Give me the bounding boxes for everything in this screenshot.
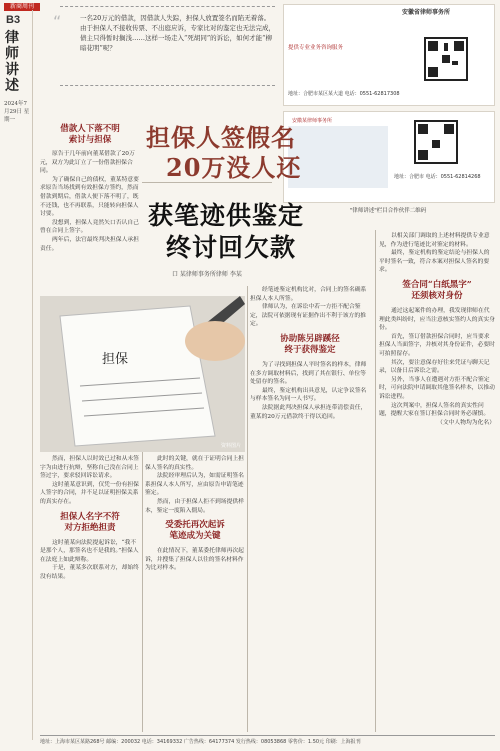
contract-signing-image	[40, 296, 245, 452]
ad2-title: 安徽某律师事务所	[292, 118, 333, 124]
paragraph: 然而，担保人以时效已过和从未签字为由进行抗辩，坚称自己没在合同上签过字，要求驳回诉讼请求。	[40, 456, 139, 480]
intro-text: 一名20万元的借款，因借款人失踪，担保人放置签名而陷无着落。由于担保人不接收传票、不出庭应诉，专家比对的鉴定也无法完成，债主只得暂时搁浅……这样一场走入“死胡同”的诉讼，如何才能“柳暗花明”呢？	[80, 14, 275, 52]
paragraph: 通过这起案件的办理，我发现律师在代理此类纠纷时，应当注意核实签约人的真实身份。	[379, 307, 495, 332]
paragraph: 然而，由于担保人拒不到场提供样本，鉴定一度陷入僵局。	[145, 498, 244, 514]
paragraph: 为了寻找到担保人平时签名的样本，律师在多方调取材料后，找到了其在银行、单位等处留存的签名。	[250, 361, 367, 386]
subheading: 担保人名字不符 对方拒绝担责	[60, 511, 120, 533]
article-column-1b	[40, 455, 140, 582]
paragraph: 两年后，法官最终判决担保人承担责任。	[40, 236, 139, 252]
paragraph: 首先，签订借款担保合同时，应当要求担保人当面签字，并核对其身份证件，必要时可拍照留存。	[379, 333, 495, 357]
footer: 地址：上海市某区某路268号 邮编：200032 电话：34169332 广告热线：64177374 发行热线：08053868 零售价：1.50元 印刷：上海报刊	[40, 735, 495, 745]
author-note: （文中人物均为化名）	[437, 419, 495, 426]
headline-line-3: 获笔迹供鉴定	[148, 201, 305, 230]
headline-divider	[142, 182, 272, 183]
column-title: 律师讲述	[5, 30, 19, 94]
paragraph: 其次，要注意保存好往来凭证与聊天记录，以备日后诉讼之需。	[379, 359, 490, 375]
paragraph: 另外，当事人在遭遇对方拒不配合鉴定时，可向法院申请调取其他签名样本，以推动诉讼进程。	[379, 376, 495, 400]
column-divider	[375, 230, 376, 732]
advertisement-1	[283, 4, 495, 106]
article-column-1	[40, 124, 140, 253]
photo-credit: 资料图片	[220, 443, 241, 449]
subheading: 借款人下落不明 索讨与担保	[60, 124, 120, 145]
column-divider	[247, 286, 248, 732]
ad2-contact: 地址：合肥市 电话：0551-62814268	[394, 174, 481, 180]
subheading: 签合同“白纸黑字” 还须核对身份	[402, 279, 472, 301]
paragraph: 律师认为，在诉讼中若一方拒不配合鉴定，法院可依据现有证据作出不利于该方的推定。	[250, 304, 366, 328]
issue-date: 2024年7月29日 星期一	[4, 101, 30, 123]
ad-caption: "律师讲述"栏目合作伙伴二维码	[349, 208, 427, 214]
paragraph: 经笔迹鉴定机构比对，合同上的签名确系担保人本人所签。	[250, 287, 367, 302]
qr-code-icon	[424, 37, 468, 81]
paragraph: 法院经审理后认为，如需证明签名系担保人本人所写，应由原告申请笔迹鉴定。	[145, 473, 244, 497]
paragraph: 此时的关键，就在于证明合同上担保人签名的真实性。	[145, 456, 244, 471]
ad1-title: 安徽省律师事务所	[402, 9, 451, 16]
article-column-2b	[145, 455, 245, 573]
paragraph: 原告于几年前向董某借款了20万元，双方为此订立了一份借款担保合同。	[40, 151, 135, 175]
paragraph: 最终，鉴定机构的鉴定结论与担保人的平时签名一致，符合本案对担保人签名的要求。	[379, 250, 490, 274]
paragraph: 没想到，担保人竟然矢口否认自己曾在合同上签字。	[40, 219, 139, 235]
quote-mark-icon: “	[53, 12, 62, 31]
paragraph: 为了确保自己的债权，董某特意要求原告当场找到有效担保方签约，然而借款到期后，借款人便下落不明了，既不还钱，也不再联系，只能转向担保人讨要。	[40, 176, 139, 218]
article-photo	[40, 296, 245, 452]
paragraph: 在此情况下，董某委托律师再次起诉，并搜集了担保人以往的签名材料作为比对样本。	[145, 548, 244, 572]
sidebar-divider	[32, 10, 33, 740]
intro-box	[60, 6, 275, 86]
headline-line-4: 终讨回欠款	[166, 233, 297, 262]
column-divider	[142, 452, 143, 732]
subheading: 受委托再次起诉 笔迹成为关键	[165, 520, 225, 542]
photo-label: 担保	[102, 352, 129, 367]
paragraph: 以相关部门调取的上述材料提供专业意见，作为进行笔迹比对鉴定的材料。	[379, 233, 490, 248]
newspaper-brand: 新商周刊	[4, 3, 40, 11]
paragraph: 这时董某意识到，仅凭一份有担保人签字的合同，并不足以证明担保关系的真实存在。	[40, 481, 139, 505]
subheading: 协助陈另辟蹊径 终于获得鉴定	[280, 333, 340, 355]
paragraph: 于是，董某多次联系对方，却始终没有结果。	[40, 565, 139, 580]
paragraph: 这时董某向法院提起诉讼，“我不是那个人，那签名也不是我的。”担保人在法庭上如此辩称。	[40, 539, 139, 563]
article-column-3	[250, 286, 370, 421]
ad1-tagline: 提供专业业务咨询服务	[288, 45, 344, 51]
article-column-4	[379, 232, 495, 427]
page-number: B3	[6, 14, 21, 26]
paragraph: 法院据此判决担保人承担连带清偿责任，董某的20万元借款终于得以追回。	[250, 404, 367, 420]
headline-line-2: 20万没人还	[166, 153, 302, 182]
headline-line-1: 担保人签假名	[146, 123, 296, 152]
paragraph: 这次判案中，担保人签名的真实性问题，提醒大家在签订担保合同时务必谨慎。	[379, 402, 490, 418]
paragraph: 最终，鉴定机构出具意见，认定争议签名与样本签名为同一人书写。	[250, 387, 367, 403]
byline: 口 某律师事务所律师 李某	[172, 271, 242, 278]
ad1-contact: 地址：合肥市某区某大道 电话：0551-62817308	[288, 91, 400, 97]
